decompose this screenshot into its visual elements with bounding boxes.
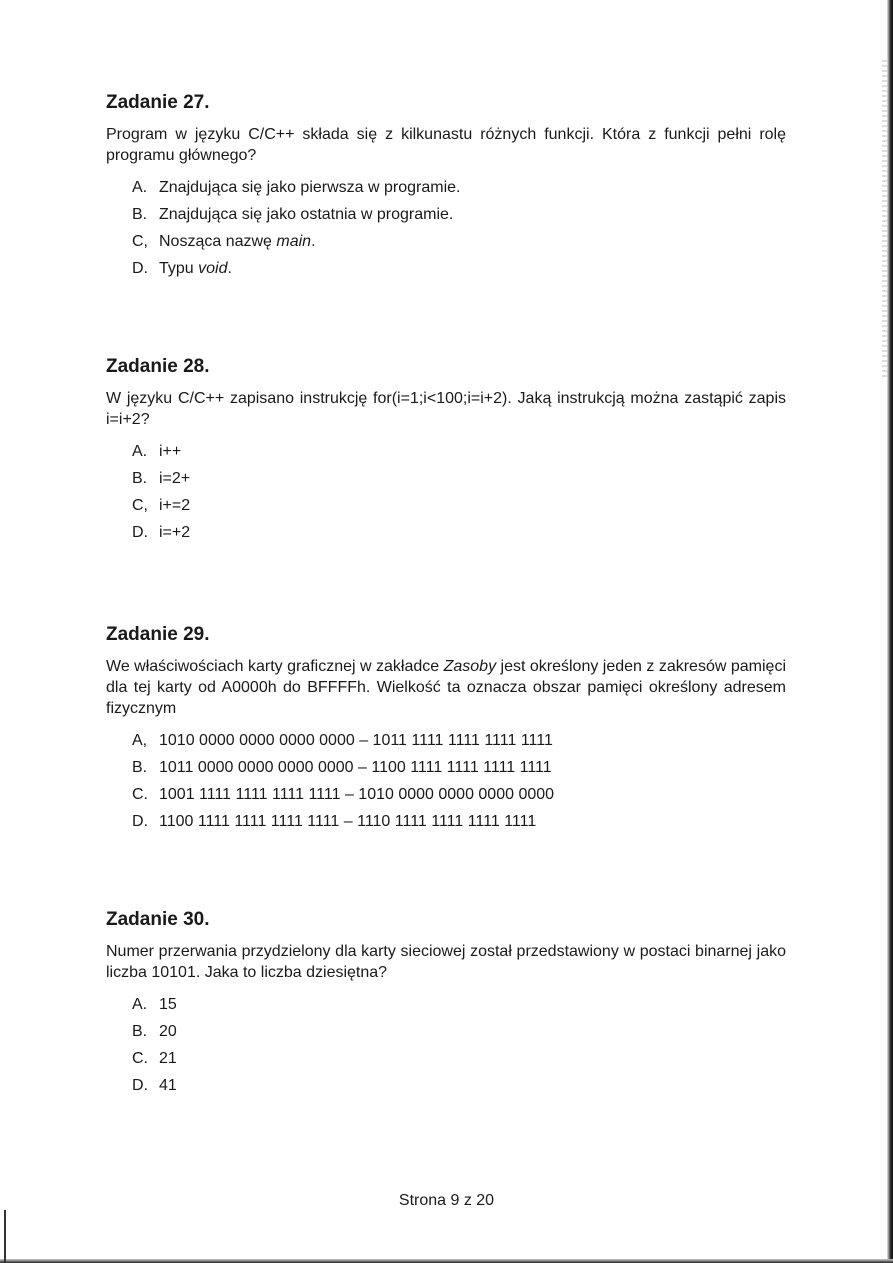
answer-list: [106, 438, 786, 546]
answer-text: Znajdująca się jako pierwsza w programie.: [159, 179, 461, 196]
answer-letter: D.: [132, 813, 148, 830]
answer-option: [132, 754, 786, 781]
scan-edge-bottom: [0, 1259, 893, 1263]
answer-text: [159, 228, 316, 255]
answer-option: [132, 438, 786, 465]
answer-text-pre: Typu: [159, 260, 199, 277]
task-29: [106, 624, 786, 835]
answer-letter: B.: [132, 206, 148, 223]
answer-letter: C.: [132, 1050, 148, 1067]
task-28: [106, 356, 786, 546]
answer-letter: D.: [132, 524, 148, 541]
task-question: [106, 656, 786, 719]
answer-text-post: .: [311, 233, 316, 250]
answer-text: i+=2: [159, 497, 191, 514]
answer-text-emphasis: main: [276, 233, 312, 250]
answer-list: [106, 174, 786, 282]
answer-text: Znajdująca się jako ostatnia w programie.: [159, 206, 454, 223]
answer-option: [132, 519, 786, 546]
task-title: Zadanie 30.: [106, 909, 210, 930]
scan-noise: [882, 60, 887, 380]
answer-text: [159, 255, 232, 282]
task-title: Zadanie 28.: [106, 356, 210, 377]
task-27: [106, 92, 786, 282]
scan-edge-right: [887, 0, 893, 1263]
answer-text: 1010 0000 0000 0000 0000 – 1011 1111 1111 1111 1111: [159, 732, 553, 749]
answer-option: [132, 201, 786, 228]
answer-text-post: .: [227, 260, 232, 277]
answer-option: [132, 781, 786, 808]
answer-option: [132, 228, 786, 255]
task-30: [106, 909, 786, 1099]
answer-text: 1100 1111 1111 1111 1111 – 1110 1111 1111 1111 1111: [159, 813, 537, 830]
answer-letter: A.: [132, 179, 148, 196]
answer-option: [132, 1045, 786, 1072]
answer-text: 1001 1111 1111 1111 1111 – 1010 0000 0000 0000 0000: [159, 786, 555, 803]
question-emphasis: Zasoby: [443, 658, 497, 675]
answer-text: 15: [159, 996, 177, 1013]
task-question: Program w języku C/C++ składa się z kilkunastu różnych funkcji. Która z funkcji pełni rolę programu głównego?: [106, 126, 786, 164]
answer-letter: A,: [132, 732, 148, 749]
answer-letter: D.: [132, 260, 148, 277]
answer-text: 1011 0000 0000 0000 0000 – 1100 1111 1111 1111 1111: [159, 759, 552, 776]
answer-text-emphasis: void: [198, 260, 228, 277]
answer-letter: B.: [132, 759, 148, 776]
answer-option: [132, 492, 786, 519]
answer-list: [106, 727, 786, 835]
answer-letter: C,: [132, 497, 148, 514]
answer-text: i++: [159, 443, 182, 460]
answer-text: i=+2: [159, 524, 191, 541]
answer-option: [132, 808, 786, 835]
answer-text-pre: Nosząca nazwę: [159, 233, 277, 250]
answer-letter: A.: [132, 443, 148, 460]
answer-letter: D.: [132, 1077, 148, 1094]
task-question: W języku C/C++ zapisano instrukcję for(i=1;i<100;i=i+2). Jaką instrukcją można zastąpić zapis i=i+2?: [106, 390, 786, 428]
task-title: Zadanie 29.: [106, 624, 210, 645]
answer-option: [132, 174, 786, 201]
question-pre: We właściwościach karty graficznej w zakładce: [106, 658, 444, 675]
page-number: Strona 9 z 20: [398, 1192, 495, 1209]
answer-option: [132, 727, 786, 754]
answer-letter: A.: [132, 996, 148, 1013]
scan-edge-left: [4, 1210, 6, 1263]
answer-letter: B.: [132, 1023, 148, 1040]
answer-letter: C.: [132, 786, 148, 803]
task-title: Zadanie 27.: [106, 92, 210, 113]
question-post: jest określony jeden z zakresów pamięci dla tej karty od A0000h do BFFFFh. Wielkość ta oznacza obszar pamięci określony adresem fizycznym: [106, 658, 786, 717]
answer-letter: B.: [132, 470, 148, 487]
answer-option: [132, 1072, 786, 1099]
answer-option: [132, 991, 786, 1018]
task-question: Numer przerwania przydzielony dla karty sieciowej został przedstawiony w postaci binarnej jako liczba 10101. Jaka to liczba dziesiętna?: [106, 943, 786, 981]
answer-list: [106, 991, 786, 1099]
answer-text: i=2+: [159, 470, 191, 487]
answer-text: 20: [159, 1023, 177, 1040]
answer-text: 41: [159, 1077, 177, 1094]
answer-option: [132, 465, 786, 492]
answer-text: 21: [159, 1050, 177, 1067]
answer-letter: C,: [132, 233, 148, 250]
answer-option: [132, 255, 786, 282]
answer-option: [132, 1018, 786, 1045]
